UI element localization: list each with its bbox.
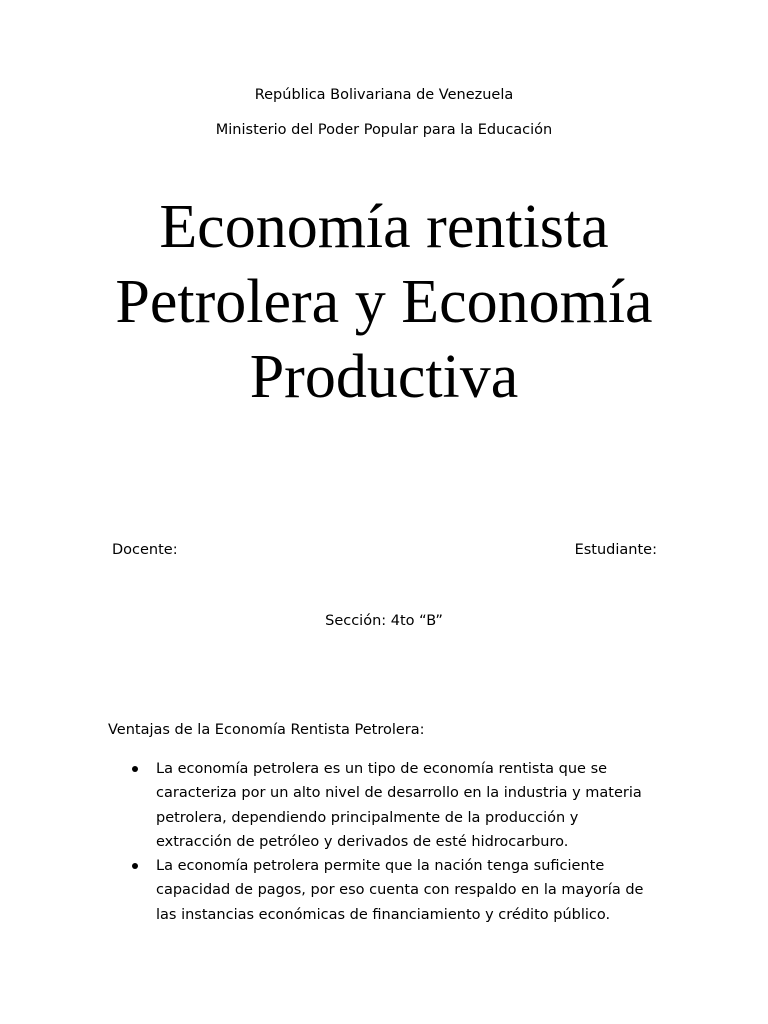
- estudiante-label: Estudiante:: [574, 542, 657, 558]
- document-title: [0, 190, 768, 415]
- list-item-line: petrolera, dependiendo principalmente de la producción y: [156, 809, 579, 826]
- list-item-line: caracteriza por un alto nivel de desarrollo en la industria y materia: [156, 785, 642, 802]
- list-item: [130, 757, 660, 854]
- seccion-label: Sección: 4to “B”: [325, 613, 443, 629]
- ventajas-heading: Ventajas de la Economía Rentista Petrolera:: [108, 722, 425, 738]
- title-line-3: Productiva: [249, 343, 519, 411]
- list-item-line: La economía petrolera es un tipo de economía rentista que se: [156, 761, 608, 777]
- list-item: [130, 854, 660, 927]
- docente-label: Docente:: [112, 542, 178, 558]
- header-country: República Bolivariana de Venezuela: [254, 87, 514, 103]
- list-item-line: extracción de petróleo y derivados de esté hidrocarburo.: [156, 833, 569, 850]
- list-item-line: las instancias económicas de financiamiento y crédito público.: [156, 906, 611, 923]
- title-line-1: Economía rentista: [159, 193, 609, 261]
- header-ministry: Ministerio del Poder Popular para la Educación: [215, 122, 553, 138]
- list-item-line: capacidad de pagos, por eso cuenta con respaldo en la mayoría de: [156, 882, 644, 899]
- bullet-icon: [132, 863, 138, 869]
- title-line-2: Petrolera y Economía: [115, 268, 653, 336]
- list-item-line: La economía petrolera permite que la nación tenga suficiente: [156, 858, 605, 875]
- bullet-icon: [132, 766, 138, 772]
- ventajas-list: [130, 757, 660, 927]
